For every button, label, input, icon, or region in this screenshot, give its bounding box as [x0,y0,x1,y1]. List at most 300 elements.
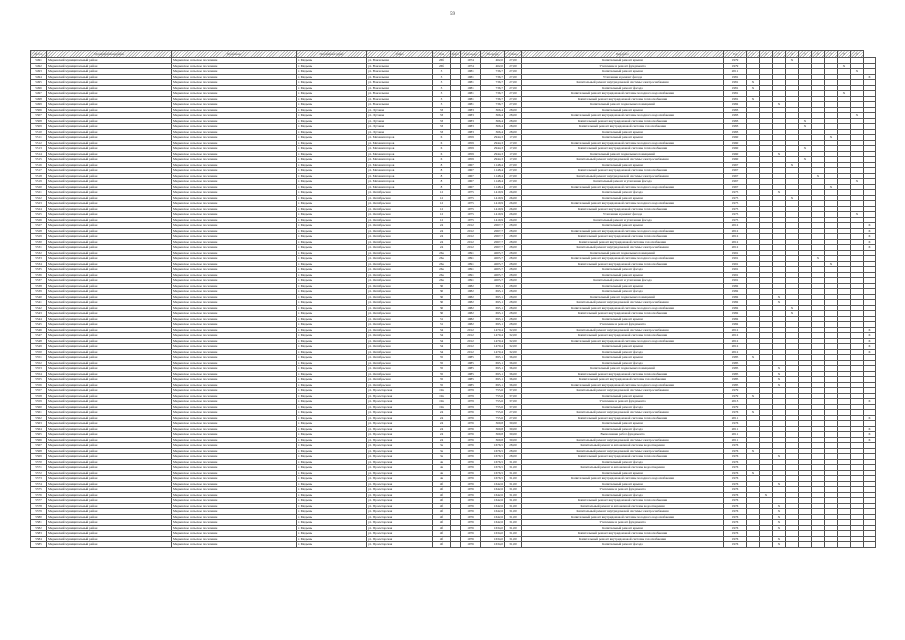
mark-cell: X [786,58,799,64]
work-type-cell: Капитальный ремонт крыши [522,283,724,289]
house-cell: 31 [433,316,451,322]
street-cell: ул. Пролетарская [367,426,433,432]
row-number-cell: 5530 [31,239,47,245]
work-type-cell: Капитальный ремонт крыши [522,107,724,113]
street-cell: ул. Вокзальная [367,74,433,80]
column-header: Улица [367,51,433,58]
rate-cell: 26,00 [505,201,522,207]
year-built-cell: 1976 [461,476,481,482]
row-number-cell: 5574 [31,481,47,487]
street-cell: ул. Октябрьская [367,267,433,273]
area-cell: 695,1 [481,300,505,306]
settlement-cell: Медынское сельское поселение [172,107,297,113]
street-cell: ул. Вокзальная [367,58,433,64]
area-cell: 695,1 [481,283,505,289]
street-cell: ул. Октябрьская [367,344,433,350]
rate-cell: 31,00 [505,470,522,476]
work-type-cell: Капитальный ремонт и утепление фасада [522,217,724,223]
house-cell: 12 [433,195,451,201]
mark-cell: X [864,344,876,350]
street-cell: ул. Пролетарская [367,415,433,421]
rate-cell: 27,00 [505,184,522,190]
period-cell: 1976 [724,421,747,427]
district-cell: Медынский муниципальный район [47,514,172,520]
rate-cell: 26,00 [505,190,522,196]
mark-cell: X [773,481,786,487]
work-type-cell: Капитальный ремонт внутридомовой системы электроснабжения [522,80,724,86]
area-cell: 1148,4 [481,184,505,190]
street-cell: ул. Октябрьская [367,305,433,311]
street-cell: ул. Пролетарская [367,404,433,410]
house-cell: 35 [433,355,451,361]
work-type-cell: Утепление и ремонт фасада [522,74,724,80]
work-type-cell: Выполнение работ фундамента [522,432,724,438]
work-type-cell: Капитальный ремонт крыши [522,272,724,278]
area-cell: 1642,6 [481,487,505,493]
rate-cell: 27,00 [505,58,522,64]
town-cell: г. Медынь [297,454,367,460]
period-cell: 1979 [724,393,747,399]
street-cell: ул. Октябрьская [367,382,433,388]
settlement-cell: Медынское сельское поселение [172,338,297,344]
row-number-cell: 5559 [31,399,47,405]
mark-cell [825,542,838,548]
district-cell: Медынский муниципальный район [47,250,172,256]
house-cell: 4б [433,487,451,493]
street-cell: ул. Пролетарская [367,525,433,531]
street-cell: ул. Октябрьская [367,278,433,284]
period-cell: 1975 [724,212,747,218]
street-cell: ул. Пролетарская [367,536,433,542]
town-cell: г. Медынь [297,283,367,289]
year-built-cell: 1985 [461,355,481,361]
area-cell: 2944,3 [481,135,505,141]
settlement-cell: Медынское сельское поселение [172,239,297,245]
district-cell: Медынский муниципальный район [47,448,172,454]
rate-cell: 36,00 [505,355,522,361]
year-built-cell: 1967 [461,168,481,174]
rate-cell: 31,00 [505,536,522,542]
mark-cell: X [864,432,876,438]
row-number-cell: 5512 [31,140,47,146]
year-built-cell: 1982 [461,294,481,300]
rate-cell: 37,00 [505,393,522,399]
row-number-cell: 5562 [31,415,47,421]
area-cell: 1634,0 [481,525,505,531]
town-cell: г. Медынь [297,300,367,306]
town-cell: г. Медынь [297,234,367,240]
work-type-cell: Утепление и ремонт фундамента [522,63,724,69]
house-cell: 12 [433,217,451,223]
period-cell: 1991 [724,272,747,278]
rate-cell: 36,00 [505,377,522,383]
mark-cell: X [786,162,799,168]
district-cell: Медынский муниципальный район [47,393,172,399]
work-type-cell: Капитальный ремонт внутридомовой системы электроснабжения [522,245,724,251]
year-built-cell: 1976 [461,454,481,460]
period-cell: 1981 [724,85,747,91]
rate-cell: 28,00 [505,118,522,124]
settlement-cell: Медынское сельское поселение [172,520,297,526]
year-built-cell: 1991 [461,272,481,278]
area-cell: 2067,7 [481,228,505,234]
area-cell: 2944,3 [481,146,505,152]
district-cell: Медынский муниципальный район [47,443,172,449]
street-cell: ул. Пролетарская [367,437,433,443]
area-cell: 1676,5 [481,454,505,460]
street-cell: ул. Октябрьская [367,311,433,317]
year-built-cell: 1976 [461,470,481,476]
house-cell: 4а [433,465,451,471]
year-built-cell: 1982 [461,322,481,328]
year-built-cell: 1976 [461,432,481,438]
row-number-cell: 5527 [31,223,47,229]
area-cell: 1642,6 [481,481,505,487]
settlement-cell: Медынское сельское поселение [172,184,297,190]
street-cell: ул. Октябрьская [367,239,433,245]
street-cell: ул. Октябрьская [367,250,433,256]
mark-cell [760,542,773,548]
column-header: 7 [825,51,838,58]
mark-cell: X [773,294,786,300]
district-cell: Медынский муниципальный район [47,234,172,240]
street-cell: ул. Луговая [367,118,433,124]
district-cell: Медынский муниципальный район [47,404,172,410]
rate-cell: 28,00 [505,316,522,322]
period-cell: 1982 [724,300,747,306]
work-type-cell: Капитальный ремонт крыши [522,355,724,361]
year-built-cell: 1981 [461,91,481,97]
period-cell: 1981 [724,74,747,80]
year-built-cell: 1976 [461,492,481,498]
year-built-cell: 1959 [461,140,481,146]
district-cell: Медынский муниципальный район [47,80,172,86]
work-type-cell: Капитальный ремонт крыши [522,69,724,75]
district-cell: Медынский муниципальный район [47,371,172,377]
rate-cell: 31,00 [505,498,522,504]
settlement-cell: Медынское сельское поселение [172,459,297,465]
year-built-cell: 2012 [461,234,481,240]
rate-cell: 27,00 [505,85,522,91]
period-cell: 1983 [724,113,747,119]
mark-cell: X [773,377,786,383]
rate-cell: 28,00 [505,250,522,256]
rate-cell: 27,00 [505,179,522,185]
period-cell: 2011 [724,415,747,421]
work-type-cell: Капитальный ремонт фасада [522,190,724,196]
row-number-cell: 5541 [31,300,47,306]
year-built-cell: 1976 [461,509,481,515]
area-cell: 1148,4 [481,179,505,185]
work-type-cell: Капитальный ремонт внутридомовой системы холодного водоснабжения [522,140,724,146]
data-table [30,50,876,548]
year-built-cell: 1983 [461,107,481,113]
town-cell: г. Медынь [297,261,367,267]
row-number-cell: 5497 [31,91,47,97]
street-cell: ул. Пролетарская [367,432,433,438]
row-number-cell: 5577 [31,498,47,504]
town-cell: г. Медынь [297,344,367,350]
work-type-cell: Капитальный ремонт крыши [522,129,724,135]
town-cell: г. Медынь [297,118,367,124]
street-cell: ул. Октябрьская [367,360,433,366]
work-type-cell: Капитальный ремонт внутридомовой системы холодного водоснабжения [522,382,724,388]
town-cell: г. Медынь [297,371,367,377]
town-cell: г. Медынь [297,399,367,405]
house-cell: 4б [433,520,451,526]
column-header: 5 [799,51,812,58]
house-cell: 6 [433,146,451,152]
rate-cell: 28,00 [505,443,522,449]
district-cell: Медынский муниципальный район [47,421,172,427]
town-cell: г. Медынь [297,393,367,399]
year-built-cell: 1979 [461,404,481,410]
house-cell: 34 [433,344,451,350]
settlement-cell: Медынское сельское поселение [172,168,297,174]
year-built-cell: 2012 [461,327,481,333]
house-cell: 4а [433,476,451,482]
mark-cell: X [773,382,786,388]
row-number-cell: 5518 [31,173,47,179]
house-cell: 6 [433,140,451,146]
area-cell: 1642,6 [481,498,505,504]
rate-cell: 28,00 [505,113,522,119]
town-cell: г. Медынь [297,481,367,487]
period-cell: 1981 [724,80,747,86]
house-cell: 24 [433,432,451,438]
period-cell: 2013 [724,399,747,405]
area-cell: 369,8 [481,437,505,443]
period-cell: 1976 [724,410,747,416]
street-cell: ул. Луговая [367,107,433,113]
settlement-cell: Медынское сельское поселение [172,118,297,124]
work-type-cell: Капитальный ремонт внутридомовой системы теплоснабжения [522,261,724,267]
year-built-cell: 1976 [461,487,481,493]
district-cell: Медынский муниципальный район [47,140,172,146]
row-number-cell: 5515 [31,157,47,163]
house-cell: 35 [433,366,451,372]
year-built-cell: 1982 [461,283,481,289]
area-cell: 4005,7 [481,278,505,284]
year-built-cell: 1983 [461,113,481,119]
district-cell: Медынский муниципальный район [47,267,172,273]
area-cell: 736,7 [481,96,505,102]
column-header: Поселение [172,51,297,58]
district-cell: Медынский муниципальный район [47,459,172,465]
mark-cell: X [838,63,851,69]
house-cell: 35 [433,360,451,366]
work-type-cell: Капитальный ремонт фасада [522,349,724,355]
year-built-cell: 2012 [461,349,481,355]
rate-cell: 31,00 [505,520,522,526]
town-cell: г. Медынь [297,239,367,245]
mark-cell: X [864,74,876,80]
house-cell: 4б [433,481,451,487]
house-cell: 4б [433,509,451,515]
district-cell: Медынский муниципальный район [47,157,172,163]
row-number-cell: 5581 [31,520,47,526]
house-cell: 3 [433,102,451,108]
mark-cell: X [786,305,799,311]
work-type-cell: Капитальный ремонт внутридомовой системы холодного водоснабжения [522,476,724,482]
house-cell: 4б [433,492,451,498]
row-number-cell: 5523 [31,201,47,207]
house-cell: 3а [433,454,451,460]
mark-cell: X [851,212,864,218]
house-cell: 31 [433,322,451,328]
period-cell: 1976 [724,448,747,454]
year-built-cell: 1975 [461,212,481,218]
district-cell: Медынский муниципальный район [47,63,172,69]
row-number-cell: 5506 [31,107,47,113]
area-cell: 1419,9 [481,212,505,218]
period-cell: 1983 [724,129,747,135]
work-type-cell: Капитальный ремонт крыши [522,162,724,168]
rate-cell: 31,00 [505,503,522,509]
work-type-cell: Капитальный ремонт внутридомовой системы теплоснабжения [522,206,724,212]
settlement-cell: Медынское сельское поселение [172,212,297,218]
settlement-cell: Медынское сельское поселение [172,267,297,273]
column-header: 3 [773,51,786,58]
district-cell: Медынский муниципальный район [47,261,172,267]
year-built-cell: 1981 [461,69,481,75]
town-cell: г. Медынь [297,432,367,438]
settlement-cell: Медынское сельское поселение [172,223,297,229]
area-cell: 695,1 [481,360,505,366]
street-cell: ул. Механизаторов [367,135,433,141]
year-built-cell: 1976 [461,437,481,443]
house-cell: 4б [433,531,451,537]
work-type-cell: Капитальный ремонт внутридомовой системы теплоснабжения [522,371,724,377]
house-cell: 30 [433,289,451,295]
work-type-cell: Капитальный ремонт внутридомовой системы холодного водоснабжения [522,91,724,97]
period-cell: 1976 [724,492,747,498]
mark-cell: X [864,228,876,234]
town-cell: г. Медынь [297,74,367,80]
area-cell: 2067,7 [481,223,505,229]
street-cell: ул. Октябрьская [367,333,433,339]
work-type-cell: Капитальный ремонт и утепление фасада [522,278,724,284]
rate-cell: 32,00 [505,349,522,355]
row-number-cell: 5492 [31,63,47,69]
rate-cell: 27,00 [505,91,522,97]
work-type-cell: Капитальный ремонт внутридомовой системы холодного водоснабжения [522,514,724,520]
work-type-cell: Капитальный ремонт внутридомовой системы электроснабжения [522,173,724,179]
work-type-cell: Капитальный ремонт внутридомовой системы холодного водоснабжения [522,338,724,344]
area-cell: 736,7 [481,91,505,97]
settlement-cell: Медынское сельское поселение [172,190,297,196]
period-cell: 1979 [724,404,747,410]
house-cell: 24 [433,245,451,251]
year-built-cell: 1974 [461,58,481,64]
row-number-cell: 5509 [31,124,47,130]
mark-cell: X [825,135,838,141]
settlement-cell: Медынское сельское поселение [172,135,297,141]
town-cell: г. Медынь [297,470,367,476]
rate-cell: 30,00 [505,421,522,427]
mark-cell: X [773,102,786,108]
period-cell: 1967 [724,162,747,168]
row-number-cell: 5507 [31,113,47,119]
street-cell: ул. Пролетарская [367,481,433,487]
row-number-cell: 5542 [31,305,47,311]
town-cell: г. Медынь [297,91,367,97]
settlement-cell: Медынское сельское поселение [172,234,297,240]
settlement-cell: Медынское сельское поселение [172,261,297,267]
district-cell: Медынский муниципальный район [47,300,172,306]
year-built-cell: 1982 [461,316,481,322]
period-cell: 2012 [724,239,747,245]
mark-cell: X [864,349,876,355]
area-cell: 695,1 [481,382,505,388]
mark-cell: X [773,151,786,157]
mark-cell: X [864,399,876,405]
house-cell: 35 [433,371,451,377]
period-cell: 1983 [724,107,747,113]
row-number-cell: 5557 [31,388,47,394]
district-cell: Медынский муниципальный район [47,415,172,421]
row-number-cell: 5543 [31,311,47,317]
street-cell: ул. Октябрьская [367,206,433,212]
district-cell: Медынский муниципальный район [47,437,172,443]
year-built-cell: 1982 [461,305,481,311]
house-cell: 26а [433,272,451,278]
period-cell: 1960 [724,135,747,141]
row-number-cell: 5520 [31,184,47,190]
row-number-cell: 5567 [31,443,47,449]
house-cell: 26а [433,256,451,262]
street-cell: ул. Октябрьская [367,217,433,223]
mark-cell: X [747,393,760,399]
house-cell: 30 [433,300,451,306]
area-cell: 1470,4 [481,344,505,350]
town-cell: г. Медынь [297,250,367,256]
area-cell: 1642,6 [481,503,505,509]
year-built-cell: 1974 [461,63,481,69]
settlement-cell: Медынское сельское поселение [172,399,297,405]
period-cell: 1967 [724,179,747,185]
street-cell: ул. Октябрьская [367,349,433,355]
settlement-cell: Медынское сельское поселение [172,388,297,394]
year-built-cell: 1967 [461,173,481,179]
work-type-cell: Капитальный ремонт внутридомовой системы теплоснабжения [522,498,724,504]
year-built-cell: 2012 [461,239,481,245]
rate-cell: 32,00 [505,327,522,333]
district-cell: Медынский муниципальный район [47,118,172,124]
house-cell: 8 [433,179,451,185]
mark-cell: X [864,239,876,245]
area-cell: 4005,7 [481,250,505,256]
town-cell: г. Медынь [297,124,367,130]
rate-cell: 31,00 [505,542,522,548]
rate-cell: 31,00 [505,514,522,520]
year-built-cell: 2012 [461,228,481,234]
settlement-cell: Медынское сельское поселение [172,283,297,289]
street-cell: ул. Вокзальная [367,69,433,75]
district-cell: Медынский муниципальный район [47,311,172,317]
house-cell: 4б [433,498,451,504]
house-cell: 3 [433,91,451,97]
area-cell: 755,6 [481,410,505,416]
work-type-cell: Капитальный ремонт внутридомовой системы холодного водоснабжения [522,184,724,190]
settlement-cell: Медынское сельское поселение [172,487,297,493]
rate-cell: 27,00 [505,162,522,168]
area-cell: 4005,7 [481,261,505,267]
town-cell: г. Медынь [297,107,367,113]
house-cell: 26а [433,267,451,273]
rate-cell: 28,00 [505,261,522,267]
settlement-cell: Медынское сельское поселение [172,195,297,201]
